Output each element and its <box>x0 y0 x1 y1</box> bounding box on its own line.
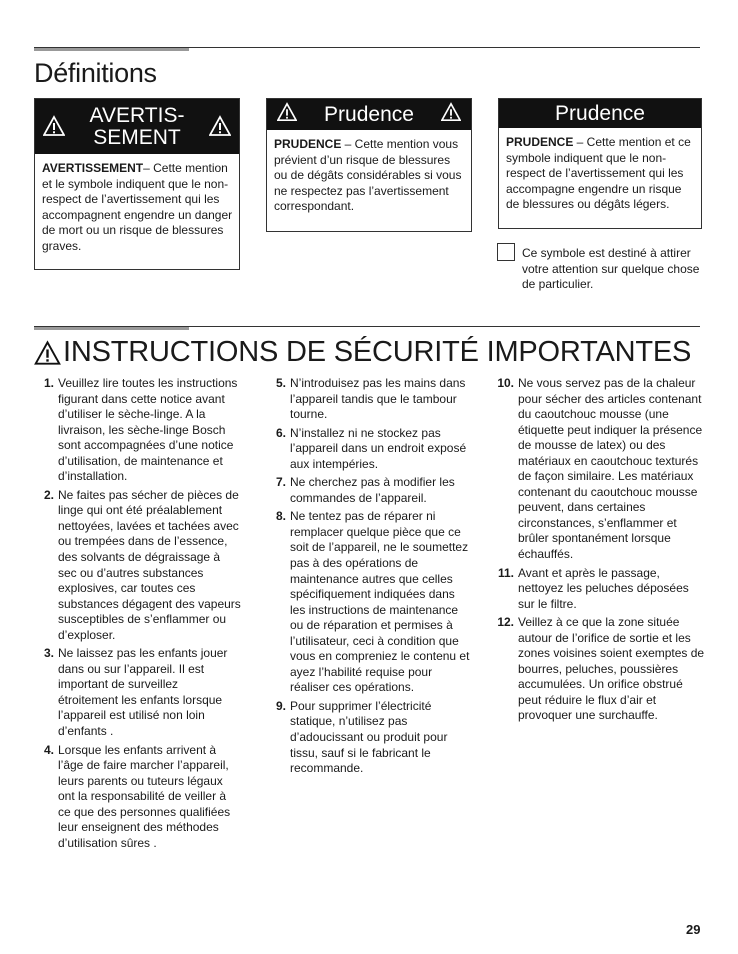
safety-title <box>34 336 691 369</box>
instruction-item <box>34 488 241 643</box>
instruction-item <box>266 376 472 423</box>
warning-triangle-icon <box>277 102 297 122</box>
instruction-number: 11. <box>497 565 514 580</box>
page-number: 29 <box>686 922 701 937</box>
warning-triangle-icon <box>441 102 461 122</box>
prudence-plain-text: – Cette mention et ce symbole indiquent que le non-respect de l’avertissement qui les accompagne engendre un risque de blessures ou dégâts légers. <box>506 135 691 212</box>
instructions-column-2 <box>266 376 472 780</box>
warning-triangle-icon <box>209 115 231 137</box>
instruction-text: Ne tentez pas de réparer ni remplacer quelque pièce que ce soit de l’appareil, ne le soumettez pas à des opérations de maintenance autres que celles spécifiquement indiquées dans les instructions de maintenance ou de réparation et permises à l’utilisateur, ceci à condition que vous en compreniez le contenu et ayez l’habilité requise pour réaliser ces opérations. <box>290 509 470 695</box>
instructions-column-1 <box>34 376 241 854</box>
instruction-number: 5. <box>275 376 286 390</box>
instruction-text: N’installez ni ne stockez pas l’appareil dans un endroit exposé aux intempéries. <box>290 425 467 471</box>
prudence-symbol-heading: Prudence <box>324 102 414 126</box>
instruction-item <box>266 426 472 473</box>
avertissement-text: – Cette mention et le symbole indiquent que le non-respect de l’avertissement qui les accompagnent engendre un danger de mort ou un risque de blessures graves. <box>42 161 233 253</box>
instruction-number: 6. <box>275 425 286 440</box>
avertissement-term: AVERTISSEMENT <box>42 161 144 175</box>
instruction-number: 12. <box>497 615 514 630</box>
instruction-number: 10. <box>497 376 514 390</box>
prudence-symbol-term: PRUDENCE <box>274 137 342 151</box>
instruction-text: Ne cherchez pas à modifier les commandes de l’appareil. <box>290 475 455 505</box>
section-divider <box>34 47 700 48</box>
instruction-item <box>34 743 241 852</box>
avertissement-body <box>35 154 239 255</box>
warning-triangle-icon <box>34 340 61 366</box>
prudence-plain-heading: Prudence <box>555 101 645 125</box>
prudence-symbol-text: – Cette mention vous prévient d’un risque de blessures ou de dégâts considérables si vous ne respectez pas l’avertissement correspondant. <box>274 137 462 214</box>
instruction-number: 4. <box>43 742 54 757</box>
instruction-text: Ne laissez pas les enfants jouer dans ou sur l’appareil. Il est important de surveillez étroitement les enfants lorsque l’appareil est utilisé non loin d’enfants . <box>58 646 228 739</box>
instruction-text: Veuillez lire toutes les instructions figurant dans cette notice avant d’utiliser le sèche-linge. A la livraison, les sèche-linge Bosch sont accompagnées d’une notice d’utilisation, de maintenance et d’installation. <box>58 376 238 484</box>
instruction-number: 9. <box>275 698 286 713</box>
prudence-symbol-header <box>267 99 471 130</box>
avertissement-box <box>34 98 240 270</box>
prudence-symbol-body <box>267 130 471 215</box>
note-square-icon <box>497 243 515 261</box>
prudence-plain-box <box>498 98 702 229</box>
instruction-text: Veillez à ce que la zone située autour de l’orifice de sortie et les zones voisines soient exemptes de bourres, peluches, poussières accumulées. Un orifice obstrué peut réduire le flux d’air et provoquer une surchauffe. <box>518 615 705 723</box>
instruction-text: N’introduisez pas les mains dans l’appareil tandis que le tambour tourne. <box>290 376 466 422</box>
avertissement-heading: AVERTIS- SEMENT <box>89 103 185 149</box>
section-divider <box>34 326 700 327</box>
instruction-item <box>266 699 472 777</box>
avertissement-header <box>35 99 239 154</box>
instruction-item <box>34 646 241 739</box>
instruction-text: Ne faites pas sécher de pièces de linge qui ont été préalablement nettoyées, lavées et tachées avec ou trempées dans de l’essence, des solvants de dégraissage à sec ou d’autres substances explosives, car toutes ces substances dégagent des vapeurs susceptibles de s’enflammer ou d’exploser. <box>58 487 241 642</box>
instruction-item <box>34 376 241 485</box>
definitions-title: Définitions <box>34 58 157 88</box>
instruction-item <box>266 509 472 696</box>
instruction-number: 2. <box>43 487 54 502</box>
prudence-plain-term: PRUDENCE <box>506 135 574 149</box>
prudence-plain-body <box>499 128 701 213</box>
instruction-text: Pour supprimer l’électricité statique, n’utilisez pas d’adoucissant ou produit pour tissu, sauf si le fabricant le recommande. <box>290 698 448 776</box>
instruction-item <box>494 376 706 563</box>
prudence-symbol-box <box>266 98 472 232</box>
instruction-item <box>494 566 706 613</box>
note-text: Ce symbole est destiné à attirer votre attention sur quelque chose de particulier. <box>522 246 700 292</box>
instruction-number: 1. <box>43 376 54 390</box>
instruction-number: 8. <box>275 509 286 524</box>
instruction-number: 3. <box>43 646 54 661</box>
safety-title-text: INSTRUCTIONS DE SÉCURITÉ IMPORTANTES <box>63 336 692 368</box>
instruction-text: Lorsque les enfants arrivent à l’âge de faire marcher l’appareil, leurs parents ou tuteurs légaux ont la responsabilité de veiller à ce que des personnes qualifiées leur enseignent des méthodes d’utilisation sûres . <box>58 742 231 850</box>
warning-triangle-icon <box>43 115 65 137</box>
instruction-text: Avant et après le passage, nettoyez les peluches déposées sur le filtre. <box>518 565 689 611</box>
instructions-column-3 <box>494 376 706 727</box>
prudence-plain-header <box>499 99 701 128</box>
instruction-number: 7. <box>275 475 286 490</box>
instruction-item <box>494 615 706 724</box>
instruction-text: Ne vous servez pas de la chaleur pour sécher des articles contenant du caoutchouc mousse (une étiquette peut indiquer la présence de mousse de latex) ou des matériaux en caoutchouc texturés de façon similaire. Les matériaux contenant du caoutchouc mousse peuvent, dans certaines circonstances, s’enflammer et brûler spontanément lorsque échauffés. <box>518 376 703 562</box>
instruction-item <box>266 475 472 506</box>
